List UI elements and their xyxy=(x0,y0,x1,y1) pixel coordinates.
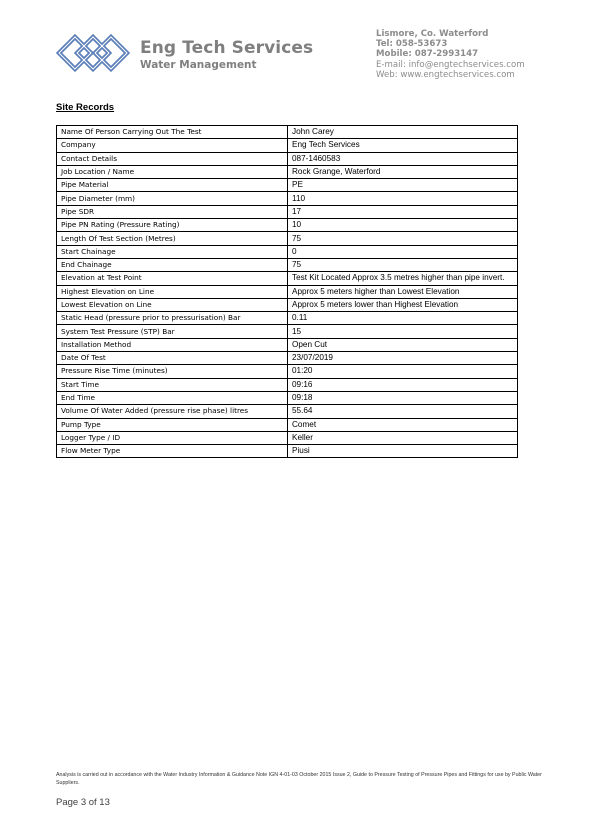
table-row xyxy=(57,325,518,338)
table-row xyxy=(57,272,518,285)
record-value: Approx 5 meters lower than Highest Elevation xyxy=(288,298,518,311)
record-value: 09:18 xyxy=(288,391,518,404)
table-row xyxy=(57,365,518,378)
record-label: Contact Details xyxy=(57,152,288,165)
record-value: 110 xyxy=(288,192,518,205)
table-row xyxy=(57,405,518,418)
contact-tel: Tel: 058-53673 xyxy=(376,39,448,50)
table-row xyxy=(57,219,518,232)
table-row xyxy=(57,312,518,325)
record-label: Pressure Rise Time (minutes) xyxy=(57,365,288,378)
record-label: Logger Type / ID xyxy=(57,431,288,444)
table-row xyxy=(57,378,518,391)
record-label: Volume Of Water Added (pressure rise phase) litres xyxy=(57,405,288,418)
company-name: Eng Tech Services xyxy=(140,38,314,58)
table-row xyxy=(57,298,518,311)
table-row xyxy=(57,431,518,444)
record-value: 0 xyxy=(288,245,518,258)
table-row xyxy=(57,152,518,165)
table-row xyxy=(57,165,518,178)
company-logo xyxy=(56,27,130,79)
record-value: 23/07/2019 xyxy=(288,352,518,365)
record-label: Lowest Elevation on Line xyxy=(57,298,288,311)
footnote: Analysis is carried out in accordance with the Water Industry Information & Guidance Note IGN 4-01-03 October 2015 Issue 2, Guide to Pressure Testing of Pressure Pipes and Fittings for use by Public Water Suppliers. xyxy=(56,772,542,786)
record-label: Job Location / Name xyxy=(57,165,288,178)
record-value: 75 xyxy=(288,232,518,245)
table-row xyxy=(57,258,518,271)
site-records-table xyxy=(56,125,518,458)
record-label: Pipe Material xyxy=(57,179,288,192)
contact-address: Lismore, Co. Waterford xyxy=(376,29,489,39)
record-value: Test Kit Located Approx 3.5 metres higher than pipe invert. xyxy=(288,272,518,285)
table-row xyxy=(57,205,518,218)
company-tagline: Water Management xyxy=(140,59,257,71)
record-value: Approx 5 meters higher than Lowest Elevation xyxy=(288,285,518,298)
record-label: Pipe SDR xyxy=(57,205,288,218)
record-label: Elevation at Test Point xyxy=(57,272,288,285)
contact-block xyxy=(376,29,525,80)
record-label: Installation Method xyxy=(57,338,288,351)
record-value: 09:16 xyxy=(288,378,518,391)
record-value: PE xyxy=(288,179,518,192)
record-label: Pipe Diameter (mm) xyxy=(57,192,288,205)
table-row xyxy=(57,232,518,245)
record-label: End Time xyxy=(57,391,288,404)
record-value: Rock Grange, Waterford xyxy=(288,165,518,178)
record-label: Highest Elevation on Line xyxy=(57,285,288,298)
record-label: System Test Pressure (STP) Bar xyxy=(57,325,288,338)
record-value: 17 xyxy=(288,205,518,218)
record-value: Comet xyxy=(288,418,518,431)
record-label: Flow Meter Type xyxy=(57,445,288,458)
table-row xyxy=(57,391,518,404)
record-value: Piusi xyxy=(288,445,518,458)
record-label: Start Time xyxy=(57,378,288,391)
table-row xyxy=(57,139,518,152)
table-row xyxy=(57,285,518,298)
record-label: Pump Type xyxy=(57,418,288,431)
record-value: 01:20 xyxy=(288,365,518,378)
record-value: Keller xyxy=(288,431,518,444)
record-label: Static Head (pressure prior to pressurisation) Bar xyxy=(57,312,288,325)
record-value: Eng Tech Services xyxy=(288,139,518,152)
table-row xyxy=(57,338,518,351)
section-title: Site Records xyxy=(56,102,115,113)
contact-mobile: Mobile: 087-2993147 xyxy=(376,49,479,60)
record-value: 087-1460583 xyxy=(288,152,518,165)
table-row xyxy=(57,445,518,458)
record-label: Date Of Test xyxy=(57,352,288,365)
record-value: 15 xyxy=(288,325,518,338)
record-label: Name Of Person Carrying Out The Test xyxy=(57,126,288,139)
table-row xyxy=(57,179,518,192)
record-value: 75 xyxy=(288,258,518,271)
table-row xyxy=(57,192,518,205)
table-row xyxy=(57,245,518,258)
record-value: John Carey xyxy=(288,126,518,139)
record-label: Length Of Test Section (Metres) xyxy=(57,232,288,245)
contact-web: Web: www.engtechservices.com xyxy=(376,69,515,80)
record-value: 10 xyxy=(288,219,518,232)
record-value: 0.11 xyxy=(288,312,518,325)
record-label: Pipe PN Rating (Pressure Rating) xyxy=(57,219,288,232)
table-row xyxy=(57,126,518,139)
table-row xyxy=(57,352,518,365)
record-value: Open Cut xyxy=(288,338,518,351)
record-label: End Chainage xyxy=(57,258,288,271)
record-value: 55.64 xyxy=(288,405,518,418)
contact-email: E-mail: info@engtechservices.com xyxy=(376,59,525,70)
record-label: Company xyxy=(57,139,288,152)
table-row xyxy=(57,418,518,431)
page-number: Page 3 of 13 xyxy=(56,797,110,808)
record-label: Start Chainage xyxy=(57,245,288,258)
